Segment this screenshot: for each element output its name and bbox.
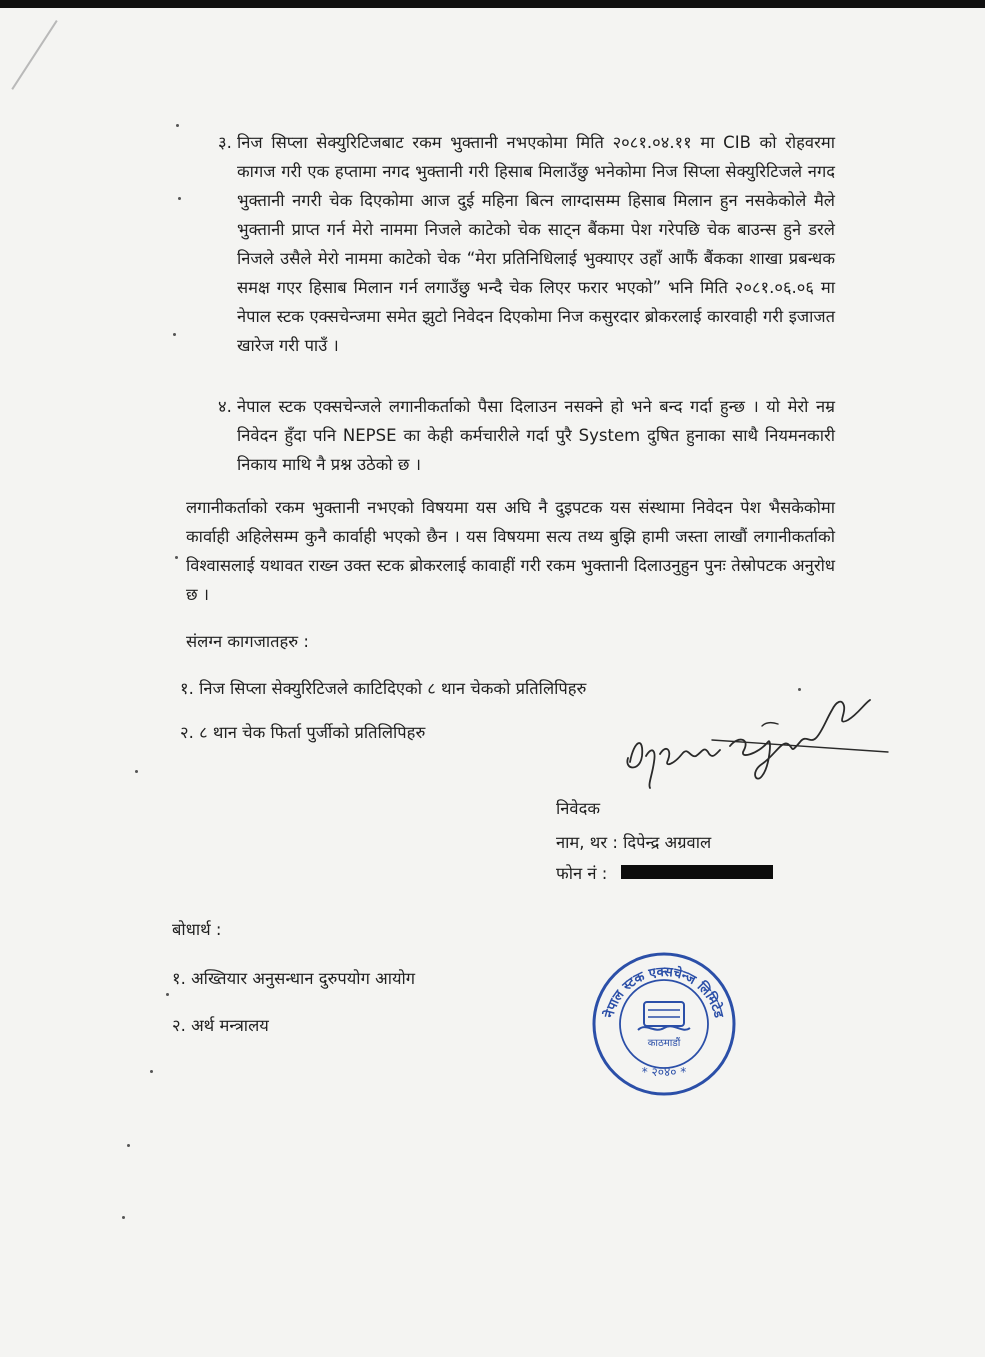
- attachment-item-2: २. ८ थान चेक फिर्ता पुर्जीको प्रतिलिपिहरु: [180, 723, 426, 742]
- margin-speck: [175, 556, 178, 559]
- applicant-signature: [612, 680, 892, 790]
- top-dark-border: [0, 0, 985, 8]
- for-information-item-2: २. अर्थ मन्त्रालय: [172, 1016, 269, 1035]
- margin-speck: [135, 770, 138, 773]
- for-information-item-1: १. अख्तियार अनुसन्धान दुरुपयोग आयोग: [172, 969, 416, 988]
- applicant-label: निवेदक: [556, 799, 601, 818]
- margin-speck: [178, 197, 181, 200]
- item-4-number: ४.: [218, 397, 232, 416]
- margin-speck: [122, 1216, 125, 1219]
- svg-text:नेपाल स्टक एक्सचेन्ज लिमिटेड: नेपाल स्टक एक्सचेन्ज लिमिटेड: [602, 964, 726, 1020]
- svg-text:काठमाडौं: काठमाडौं: [647, 1038, 681, 1049]
- svg-text:* २०४० *: * २०४० *: [641, 1065, 687, 1079]
- scan-artifact-line: [11, 20, 57, 90]
- margin-speck: [166, 993, 169, 996]
- phone-number-redaction: [621, 865, 773, 879]
- nepse-seal-stamp: [590, 950, 738, 1098]
- margin-speck: [150, 1070, 153, 1073]
- margin-speck: [176, 124, 179, 127]
- phone-label: फोन नं :: [556, 864, 608, 883]
- margin-speck: [173, 333, 176, 336]
- applicant-name: नाम, थर : दिपेन्द्र अग्रवाल: [556, 833, 712, 852]
- item-3-paragraph: निज सिप्ला सेक्युरिटिजबाट रकम भुक्तानी नभएकोमा मिति २०८१.०४.११ मा CIB को रोहवरमा कागज गरी एक हप्तामा नगद भुक्तानी गरी हिसाब मिलाउँछु भनेकोमा निज सिप्ला सेक्युरिटिजले नगद भुक्तानी नगरी चेक दिएकोमा आज दुई महिना बित्न लाग्दासम्म हिसाब मिलान हुन नसकेकोले मैले भुक्तानी प्राप्त गर्न मेरो नाममा निजले काटेको चेक साट्न बैंकमा पेश गरेपछि चेक बाउन्स हुने डरले निजले उसैले मेरो नाममा काटेको चेक “मेरा प्रतिनिधिलाई भुक्याएर उहाँ आफैं बैंकका शाखा प्रबन्धक समक्ष गएर हिसाब मिलान गर्न लगाउँछु भन्दै चेक लिएर फरार भएको” भनि मिति २०८१.०६.०६ मा नेपाल स्टक एक्सचेन्जमा समेत झुटो निवेदन दिएकोमा निज कसुरदार ब्रोकरलाई कारवाही गरी इजाजत खारेज गरी पाउँ ।: [237, 133, 835, 355]
- attachment-item-1: १. निज सिप्ला सेक्युरिटिजले काटिदिएको ८ थान चेकको प्रतिलिपिहरु: [180, 679, 587, 698]
- item-4-paragraph: नेपाल स्टक एक्सचेन्जले लगानीकर्ताको पैसा दिलाउन नसक्ने हो भने बन्द गर्दा हुन्छ । यो मेरो नम्र निवेदन हुँदा पनि NEPSE का केही कर्मचारीले गर्दा पुरै System दुषित हुनाका साथै नियमनकारी निकाय माथि नै प्रश्न उठेको छ ।: [237, 397, 835, 474]
- margin-speck: [127, 1144, 130, 1147]
- attachments-title: संलग्न कागजातहरु :: [186, 632, 309, 651]
- closing-paragraph: लगानीकर्ताको रकम भुक्तानी नभएको विषयमा यस अघि नै दुइपटक यस संस्थामा निवेदन पेश भैसकेकोमा कार्वाही अहिलेसम्म कुनै कार्वाही भएको छैन । यस विषयमा सत्य तथ्य बुझि हामी जस्ता लाखौं लगानीकर्ताको विश्वासलाई यथावत राख्न उक्त स्टक ब्रोकरलाई कावाहीं गरी रकम भुक्तानी दिलाउनुहुन पुनः तेस्रोपटक अनुरोध छ ।: [186, 498, 835, 604]
- for-information-title: बोधार्थ :: [172, 920, 222, 939]
- item-3-number: ३.: [218, 133, 232, 152]
